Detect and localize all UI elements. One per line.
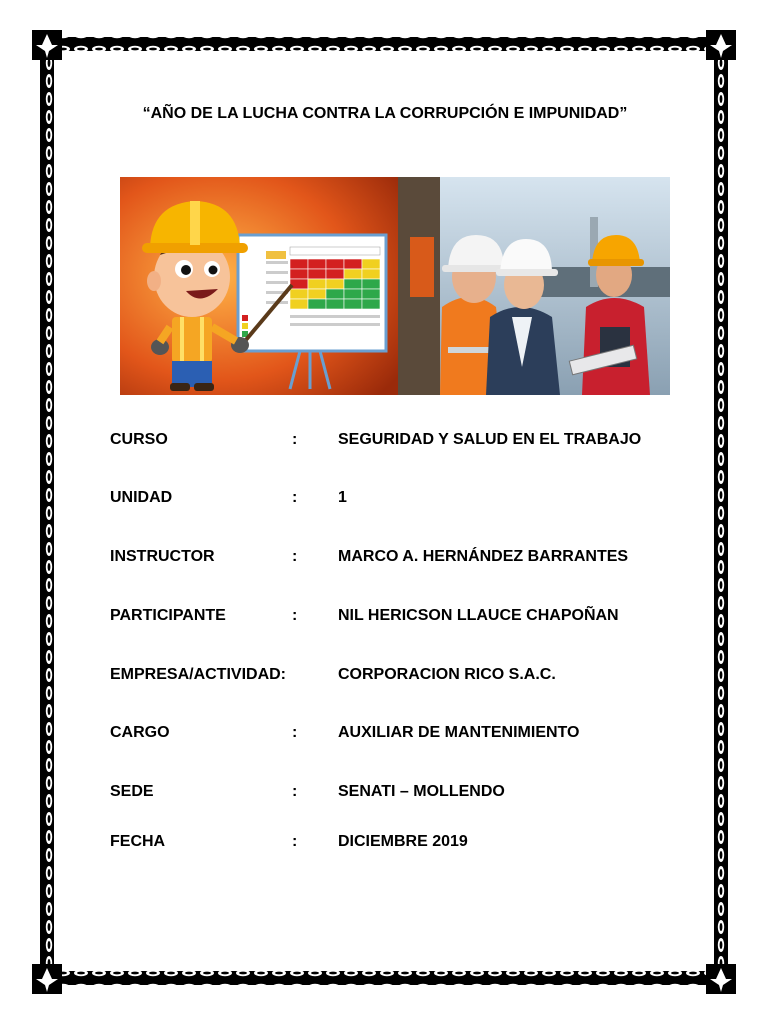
- field-separator: :: [292, 607, 298, 624]
- field-separator: :: [292, 724, 298, 741]
- field-value: 1: [338, 489, 347, 506]
- field-value: SENATI – MOLLENDO: [338, 783, 505, 800]
- field-separator: :: [292, 489, 298, 506]
- field-separator: :: [292, 833, 298, 850]
- banner-image: [120, 177, 670, 395]
- field-label: PARTICIPANTE: [110, 607, 226, 624]
- field-separator: :: [292, 783, 298, 800]
- field-value: DICIEMBRE 2019: [338, 833, 468, 850]
- field-label: SEDE: [110, 783, 154, 800]
- field-value: CORPORACION RICO S.A.C.: [338, 666, 556, 683]
- field-label: CARGO: [110, 724, 170, 741]
- field-value: NIL HERICSON LLAUCE CHAPOÑAN: [338, 607, 619, 624]
- field-label: FECHA: [110, 833, 166, 850]
- field-label: UNIDAD: [110, 489, 173, 506]
- field-label: CURSO: [110, 431, 168, 448]
- field-label: EMPRESA/ACTIVIDAD:: [110, 666, 287, 683]
- field-separator: :: [292, 548, 298, 565]
- cartoon-safety-worker-and-engineers-in-hardhats-icon: [120, 177, 670, 395]
- field-label: INSTRUCTOR: [110, 548, 215, 565]
- document-title: “AÑO DE LA LUCHA CONTRA LA CORRUPCIÓN E IMPUNIDAD”: [142, 105, 628, 122]
- field-value: AUXILIAR DE MANTENIMIENTO: [338, 724, 580, 741]
- field-separator: :: [292, 431, 298, 448]
- field-value: MARCO A. HERNÁNDEZ BARRANTES: [338, 548, 629, 565]
- field-value: SEGURIDAD Y SALUD EN EL TRABAJO: [338, 431, 642, 448]
